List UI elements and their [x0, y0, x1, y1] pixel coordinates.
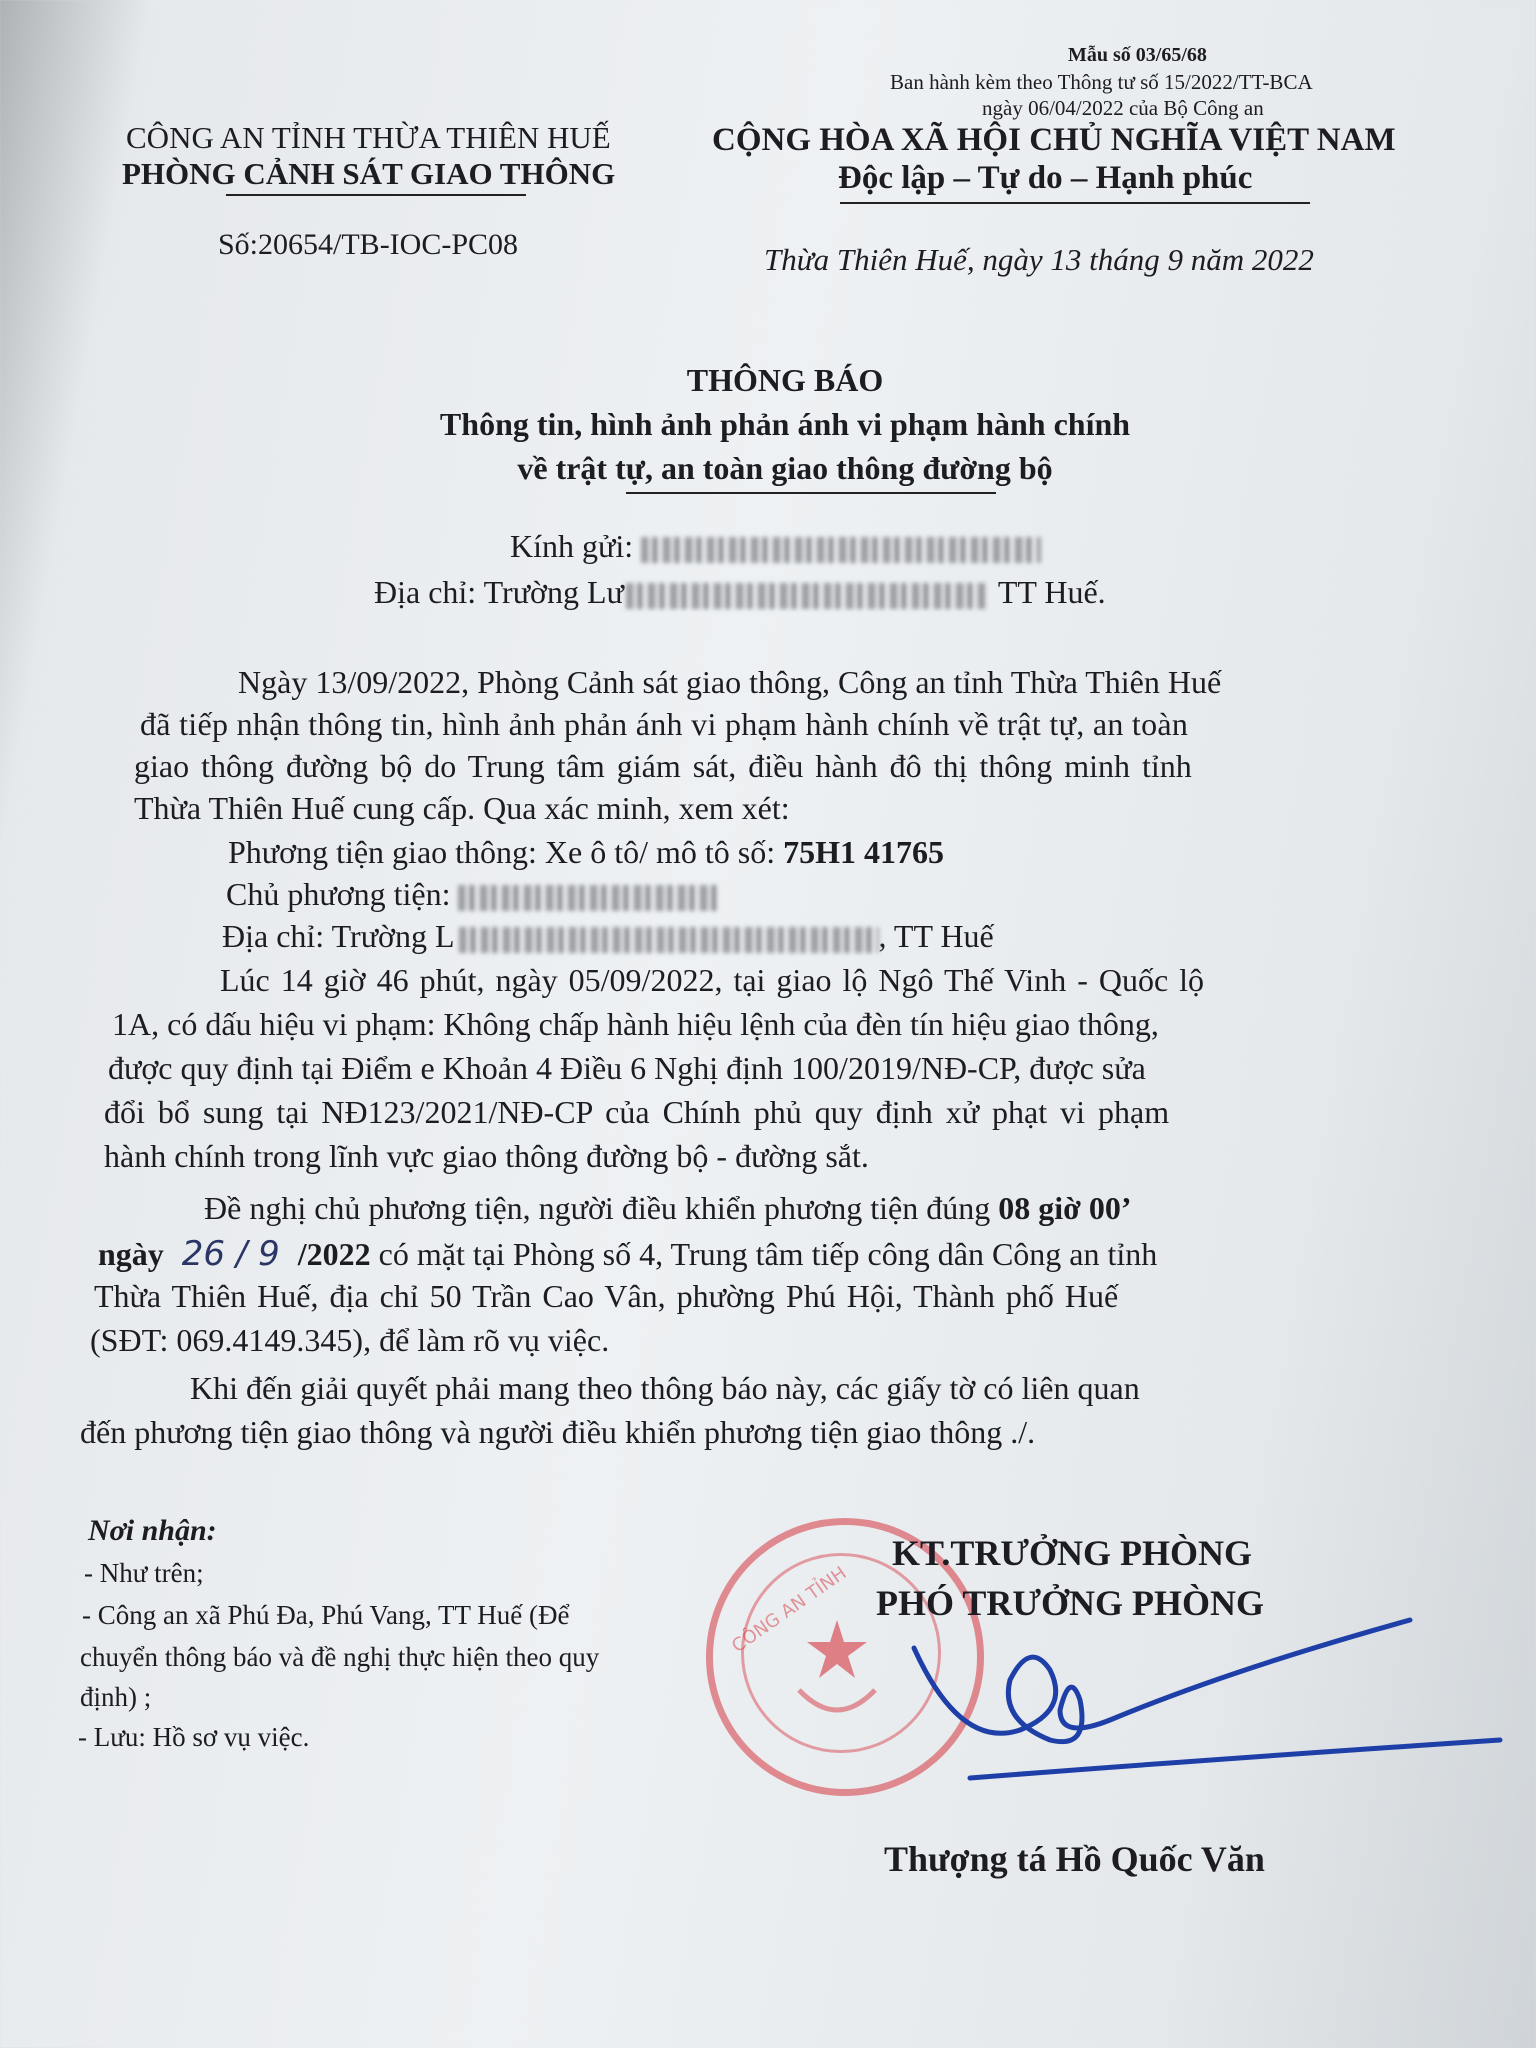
recipients-item-2-line2: chuyển thông báo và đề nghị thực hiện theo quy: [80, 1642, 600, 1672]
form-number: Mẫu số 03/65/68: [1068, 44, 1207, 66]
redacted-owner-address: [459, 927, 879, 953]
body-p1-line3: giao thông đường bộ do Trung tâm giám sát, điều hành đô thị thông minh tỉnh: [134, 748, 1192, 784]
svg-text:CÔNG AN TỈNH: CÔNG AN TỈNH: [728, 1562, 851, 1658]
signature-title-2: PHÓ TRƯỞNG PHÒNG: [876, 1583, 1265, 1623]
form-issued-with: Ban hành kèm theo Thông tư số 15/2022/TT-BCA: [890, 70, 1313, 94]
department-underline: [226, 194, 526, 196]
signer-name: Thượng tá Hồ Quốc Văn: [884, 1839, 1265, 1879]
national-motto: Độc lập – Tự do – Hạnh phúc: [838, 160, 1253, 196]
body-p4-line1: Khi đến giải quyết phải mang theo thông báo này, các giấy tờ có liên quan: [190, 1370, 1140, 1406]
document-subtitle-1: Thông tin, hình ảnh phản ánh vi phạm hành chính: [439, 406, 1131, 442]
form-issued-date: ngày 06/04/2022 của Bộ Công an: [982, 96, 1264, 120]
vehicle-line: [228, 834, 944, 871]
body-p1-line4: Thừa Thiên Huế cung cấp. Qua xác minh, xem xét:: [134, 790, 790, 826]
document-subtitle-2: về trật tự, an toàn giao thông đường bộ: [517, 450, 1053, 486]
country-name: CỘNG HÒA XÃ HỘI CHỦ NGHĨA VIỆT NAM: [712, 122, 1396, 158]
body-p3-line2-rest: có mặt tại Phòng số 4, Trung tâm tiếp công dân Công an tỉnh: [378, 1236, 1158, 1272]
owner-address-line: [222, 918, 994, 955]
body-p3-text: Đề nghị chủ phương tiện, người điều khiển phương tiện đúng: [204, 1190, 991, 1226]
owner-line: [226, 876, 718, 913]
recipients-item-1: - Như trên;: [84, 1558, 204, 1588]
body-p4-line2: đến phương tiện giao thông và người điều khiển phương tiện giao thông ./.: [80, 1414, 1036, 1450]
body-p3-line1: [204, 1190, 1132, 1227]
recipient-label: Kính gửi:: [510, 528, 634, 564]
body-p1-line2: đã tiếp nhận thông tin, hình ảnh phản ánh vi phạm hành chính về trật tự, an toàn: [140, 706, 1189, 742]
redacted-recipient-name: [641, 537, 1041, 563]
agency-name: CÔNG AN TỈNH THỪA THIÊN HUẾ: [126, 120, 611, 155]
owner-address-label: Địa chỉ: Trường L: [222, 918, 455, 954]
title-underline: [626, 492, 996, 494]
vehicle-plate: 75H1 41765: [783, 834, 945, 870]
document-title: THÔNG BÁO: [686, 362, 884, 398]
appointment-time: 08 giờ 00’: [998, 1190, 1132, 1226]
recipient-address-line: [374, 574, 1106, 611]
motto-underline: [840, 202, 1310, 204]
redacted-recipient-address: [626, 583, 986, 609]
body-p1-line1: Ngày 13/09/2022, Phòng Cảnh sát giao thông, Công an tỉnh Thừa Thiên Huế: [238, 664, 1222, 700]
appointment-year: /2022: [297, 1236, 371, 1272]
recipient-address-tail: TT Huế.: [997, 574, 1106, 610]
recipient-address-label: Địa chỉ: Trường Lư: [374, 574, 624, 610]
body-p2-line1: Lúc 14 giờ 46 phút, ngày 05/09/2022, tại giao lộ Ngô Thế Vinh - Quốc lộ: [220, 962, 1205, 998]
place-and-date: Thừa Thiên Huế, ngày 13 tháng 9 năm 2022: [764, 242, 1314, 277]
body-p2-line2: 1A, có dấu hiệu vi phạm: Không chấp hành hiệu lệnh của đèn tín hiệu giao thông,: [112, 1006, 1159, 1042]
body-p2-line5: hành chính trong lĩnh vực giao thông đường bộ - đường sắt.: [104, 1138, 869, 1174]
department-name: PHÒNG CẢNH SÁT GIAO THÔNG: [122, 156, 616, 191]
signature-title-1: KT.TRƯỞNG PHÒNG: [892, 1533, 1252, 1573]
recipients-label: Nơi nhận:: [88, 1514, 217, 1547]
owner-address-tail: , TT Huế: [878, 918, 994, 954]
recipients-item-2-line1: - Công an xã Phú Đa, Phú Vang, TT Huế (Để: [82, 1600, 570, 1630]
recipients-item-2-line3: định) ;: [80, 1682, 152, 1712]
appointment-day-label: ngày: [98, 1236, 164, 1272]
body-p3-line4: (SĐT: 069.4149.345), để làm rõ vụ việc.: [90, 1322, 610, 1358]
body-p2-line4: đổi bổ sung tại NĐ123/2021/NĐ-CP của Chính phủ quy định xử phạt vi phạm: [104, 1094, 1170, 1130]
body-p3-line3: Thừa Thiên Huế, địa chỉ 50 Trần Cao Vân, phường Phú Hội, Thành phố Huế: [94, 1278, 1119, 1314]
body-p2-line3: được quy định tại Điểm e Khoản 4 Điều 6 Nghị định 100/2019/NĐ-CP, được sửa: [108, 1050, 1146, 1086]
vehicle-label: Phương tiện giao thông: Xe ô tô/ mô tô số:: [228, 834, 776, 870]
recipients-item-3: - Lưu: Hồ sơ vụ việc.: [78, 1722, 310, 1752]
document-number: Số:20654/TB-IOC-PC08: [218, 228, 519, 261]
recipient-line: [510, 528, 1041, 565]
owner-label: Chủ phương tiện:: [226, 876, 451, 912]
body-p3-line2: [98, 1234, 1157, 1274]
handwritten-date: 26 / 9: [181, 1234, 280, 1274]
handwritten-signature-icon: [900, 1600, 1520, 1800]
redacted-owner-name: [458, 885, 718, 911]
